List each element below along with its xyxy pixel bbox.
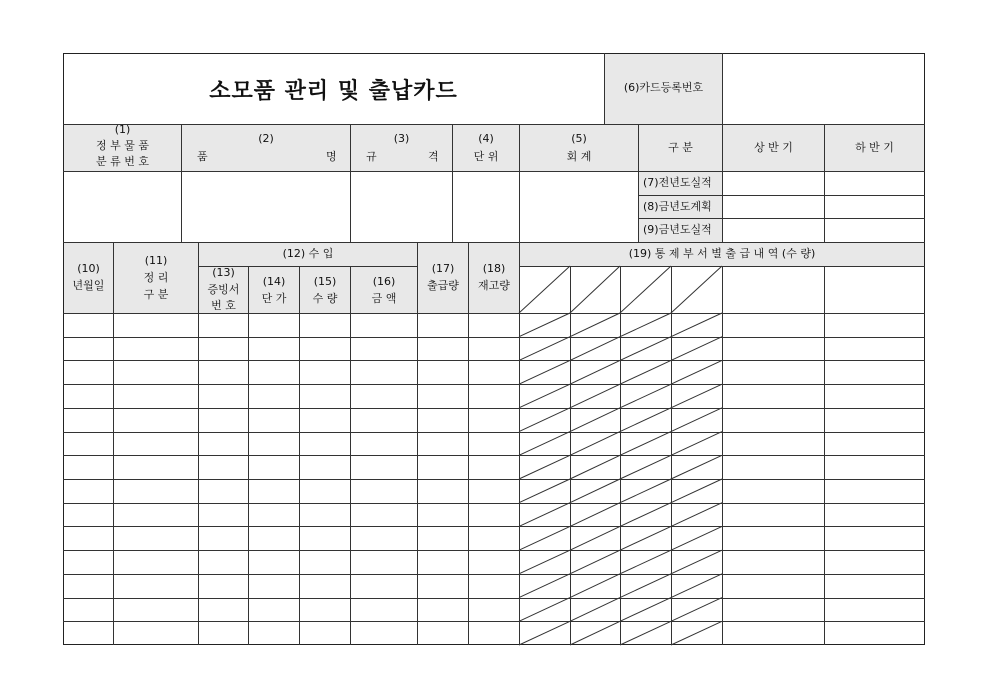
col13-line2: 번 호 [211,299,236,312]
table-row[interactable] [64,408,924,432]
col16-label: 금 액 [371,292,397,305]
col3-number: (3) [393,132,410,145]
table-row[interactable] [64,432,924,456]
table-row[interactable] [64,479,924,503]
page-title: 소모품 관리 및 출납카드 [209,78,458,104]
col4-label: 단 위 [473,150,499,163]
col14-number: (14) [262,275,286,288]
col18-label: 재고량 [478,279,510,292]
table-row[interactable] [64,360,924,384]
col15-number: (15) [313,275,337,288]
col1-line2: 분 류 번 호 [96,155,149,168]
card-reg-number-field[interactable] [723,54,924,124]
col2-number: (2) [258,132,274,145]
col16-number: (16) [372,275,396,288]
col5-label: 회 계 [566,150,592,163]
col2-label-right: 명 [326,150,337,163]
col13-line1: 증빙서 [207,283,240,296]
col17-number: (17) [431,262,455,275]
col15-label: 수 량 [312,292,338,305]
table-row[interactable] [64,503,924,527]
col17-label: 출급량 [427,279,459,292]
col10-label: 년월일 [72,279,105,292]
card-reg-label: (6)카드등록번호 [623,81,704,94]
table-row[interactable] [64,313,924,337]
col12-label: (12) 수 입 [282,247,334,260]
col11-line1: 정 리 [143,271,169,284]
table-row[interactable] [64,526,924,550]
table-row[interactable] [64,550,924,574]
col18-number: (18) [482,262,506,275]
col13-number: (13) [212,266,235,279]
col19-label: (19) 통 제 부 서 별 출 급 내 역 (수 량) [628,247,816,260]
plan-row-curr-plan: (8)금년도계획 [643,200,712,213]
col1-number: (1) [114,123,131,136]
table-row[interactable] [64,337,924,361]
col2-label-left: 품 [197,150,208,163]
gubun-label: 구 분 [668,141,693,154]
col5-number: (5) [571,132,587,145]
col3-label-left: 규 [366,150,377,163]
first-half-label: 상 반 기 [754,141,793,154]
table-row[interactable] [64,574,924,598]
col3-label-right: 격 [428,150,439,163]
col11-line2: 구 분 [143,288,169,301]
col1-line1: 정 부 물 품 [96,139,149,152]
plan-row-prev-actual: (7)전년도실적 [643,176,712,189]
second-half-label: 하 반 기 [855,141,894,154]
table-row[interactable] [64,598,924,622]
col11-number: (11) [144,254,168,267]
table-row[interactable] [64,621,924,645]
col14-label: 단 가 [261,292,287,305]
table-row[interactable] [64,455,924,479]
plan-row-curr-actual: (9)금년도실적 [643,223,712,236]
col10-number: (10) [77,262,100,275]
col4-number: (4) [478,132,494,145]
table-row[interactable] [64,384,924,408]
